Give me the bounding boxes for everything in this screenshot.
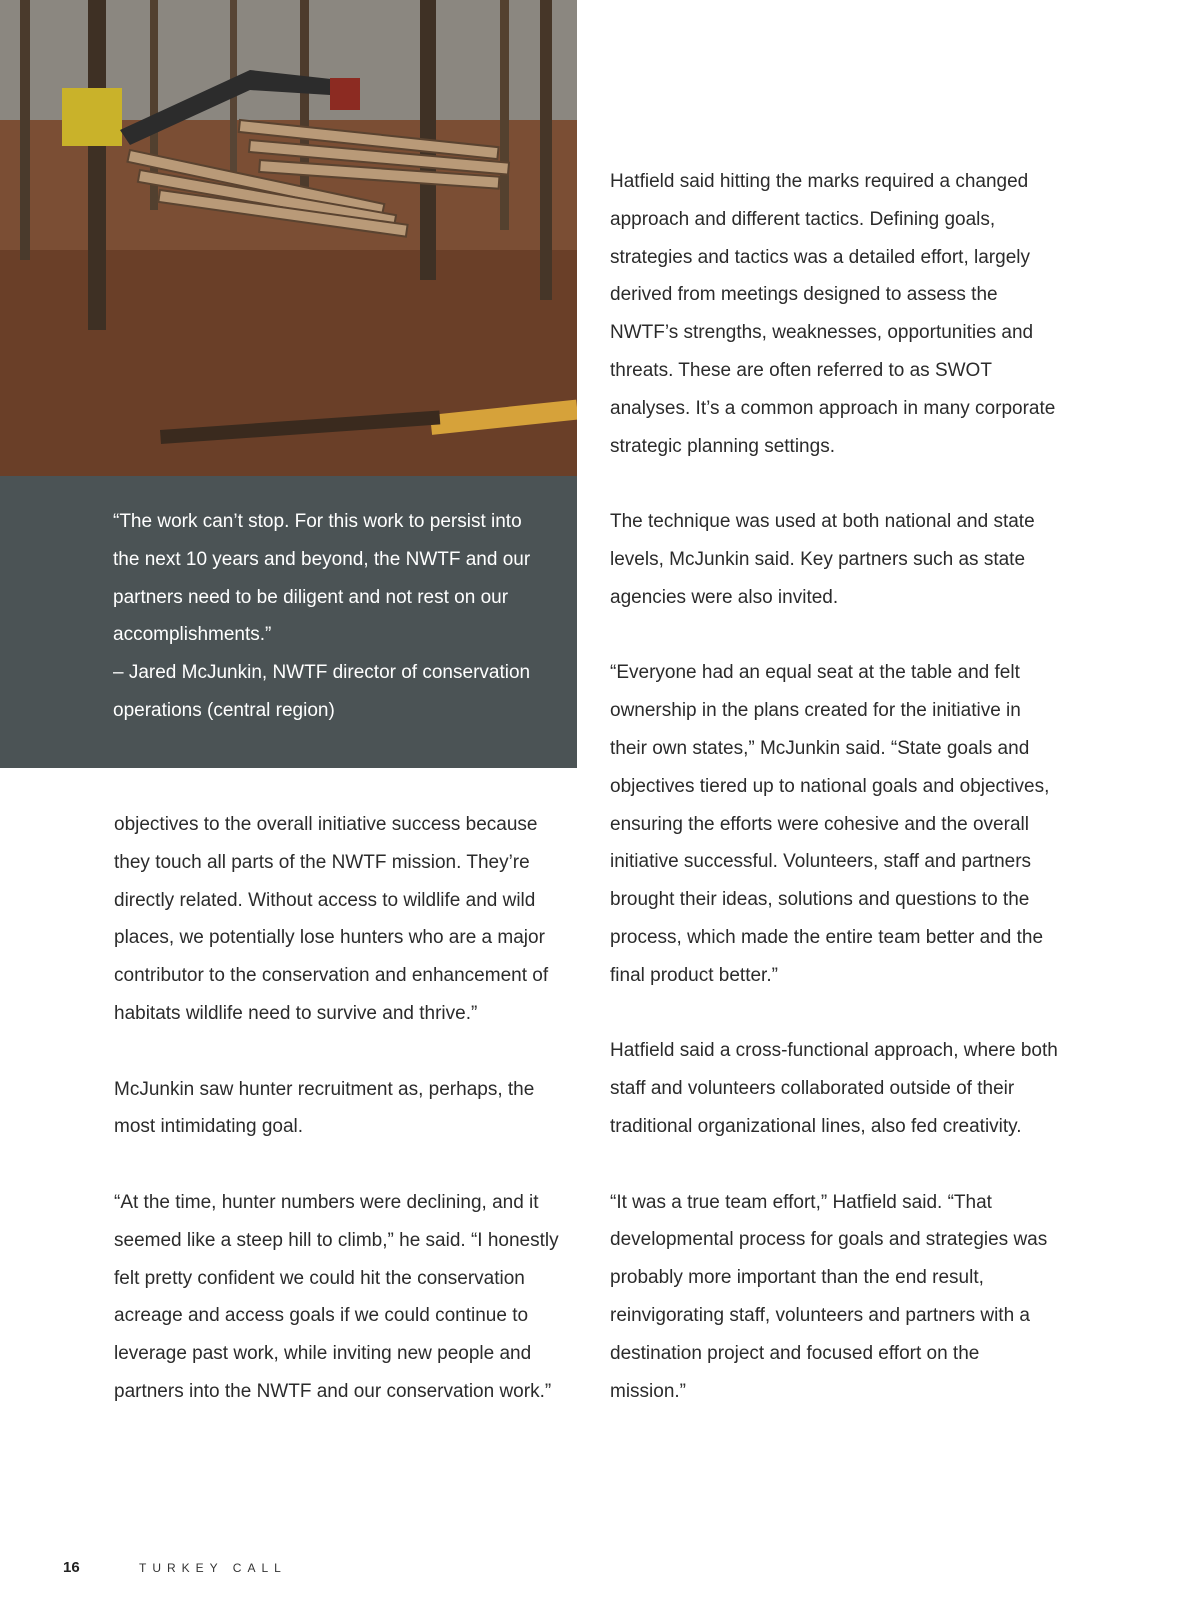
left-paragraph: objectives to the overall initiative success because they touch all parts of the NWTF mission. They’re directly related. Without access to wildlife and wild places, we potentially lose hunters who are a major contributor to the conservation and enhancement of habitats wildlife need to survive and thrive.” [114, 814, 549, 1024]
forest-logging-photo [0, 0, 577, 476]
right-paragraph: “Everyone had an equal seat at the table and felt ownership in the plans created for the initiative in their own states,” McJunkin said. “State goals and objectives tiered up to national goals and objectives, ensuring the efforts were cohesive and the overall initiative successful. Volunteers, staff and partners brought their ideas, solutions and questions to the process, which made the entire team better and the final product better.” [610, 662, 1050, 986]
left-paragraph: “At the time, hunter numbers were declining, and it seemed like a steep hill to climb,” he said. “I honestly felt pretty confident we could hit the conservation acreage and access goals if we could continue to leverage past work, while inviting new people and partners into the NWTF and our conservation work.” [114, 1191, 559, 1402]
pull-quote-attribution: – Jared McJunkin, NWTF director of conservation operations (central region) [113, 662, 531, 721]
pull-quote-text: “The work can’t stop. For this work to persist into the next 10 years and beyond, the NWTF and our partners need to be diligent and not rest on our accomplishments.” [113, 511, 531, 646]
left-paragraph: McJunkin saw hunter recruitment as, perhaps, the most intimidating goal. [114, 1078, 535, 1138]
right-paragraph: Hatfield said a cross-functional approach, where both staff and volunteers collaborated outside of their traditional organizational lines, also fed creativity. [610, 1040, 1058, 1137]
page-number: 16 [63, 1559, 80, 1576]
publication-title: TURKEY CALL [139, 1561, 287, 1575]
right-paragraph: Hatfield said hitting the marks required a changed approach and different tactics. Defining goals, strategies and tactics was a detailed effort, largely derived from meetings designed to assess the NWTF’s strengths, weaknesses, opportunities and threats. These are often referred to as SWOT analyses. It’s a common approach in many corporate strategic planning settings. [610, 171, 1056, 457]
logging-scene-illustration [0, 0, 577, 476]
pull-quote [113, 503, 553, 730]
left-column [114, 806, 564, 1449]
right-paragraph: “It was a true team effort,” Hatfield said. “That developmental process for goals and strategies was probably more important than the end result, reinvigorating staff, volunteers and partners with a destination project and focused effort on the mission.” [610, 1191, 1048, 1402]
right-column [610, 163, 1060, 1448]
right-paragraph: The technique was used at both national and state levels, McJunkin said. Key partners such as state agencies were also invited. [610, 511, 1035, 608]
